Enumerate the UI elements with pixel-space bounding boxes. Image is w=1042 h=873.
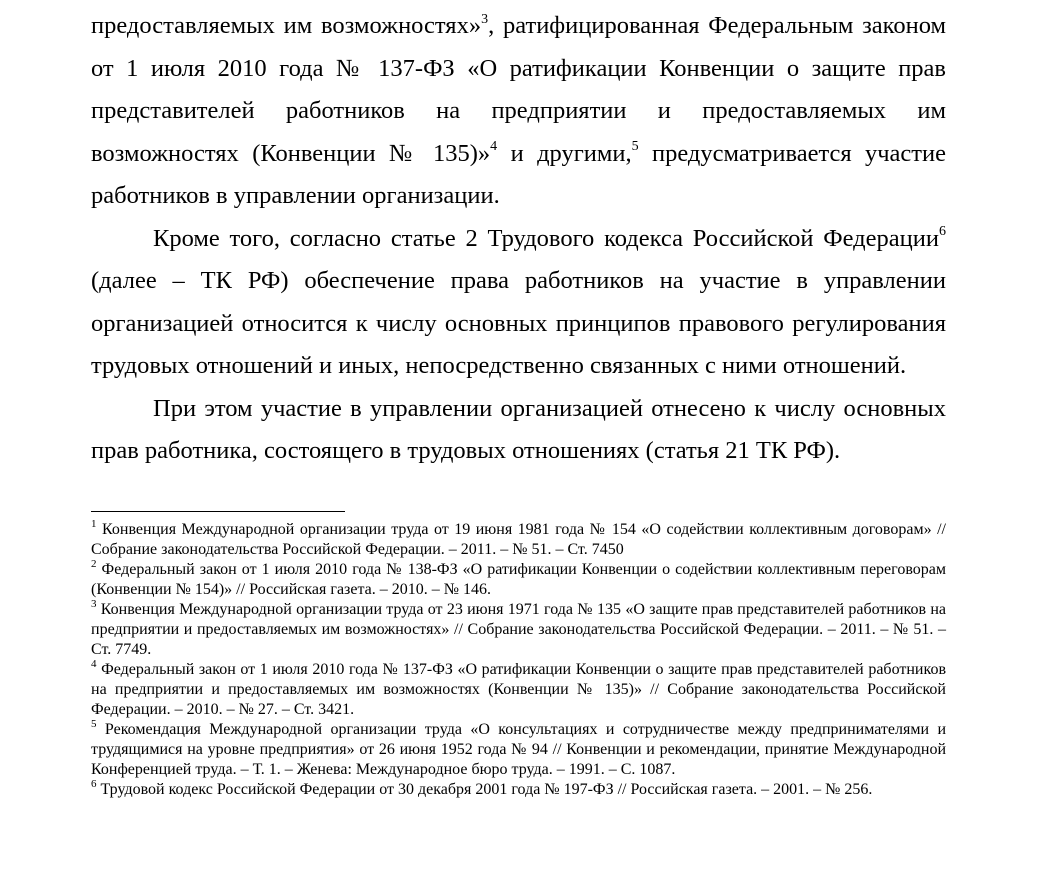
footnote-2 — [91, 560, 946, 600]
paragraph-3 — [91, 388, 946, 473]
footnote-1 — [91, 520, 946, 560]
footnote-5 — [91, 720, 946, 780]
footnote-number: 2 — [91, 558, 97, 571]
paragraph-2 — [91, 218, 946, 388]
paragraph-1 — [91, 5, 946, 218]
footnotes — [91, 520, 946, 800]
footnote-text: Федеральный закон от 1 июля 2010 года № 137-ФЗ «О ратификации Конвенции о защите прав представителей работников на предприятии и предоставляемых им возможностях (Конвенции № 135)» // Собрание законодательства Российской Федерации. – 2010. – № 27. – Ст. 3421. — [91, 660, 946, 718]
footnote-4 — [91, 660, 946, 720]
footnote-ref-6: 6 — [939, 224, 946, 240]
paragraph-1-text-a: предоставляемых им возможностях» — [91, 12, 482, 39]
footnote-text: Трудовой кодекс Российской Федерации от 30 декабря 2001 года № 197-ФЗ // Российская газета. – 2001. – № 256. — [96, 780, 873, 798]
footnote-separator — [91, 511, 345, 512]
document-page — [91, 0, 946, 800]
paragraph-2-text-b: (далее – ТК РФ) обеспечение права работников на участие в управлении организацией относится к числу основных принципов правового регулирования трудовых отношений и иных, непосредственно связанных с ними отношений. — [91, 267, 946, 379]
paragraph-1-text-b: , ратифицированная Федеральным законом от 1 июля 2010 года № 137-ФЗ «О ратификации Конвенции о защите прав представителей работников на предприятии и предоставляемых им возможностях (Конвенции № 135)» — [91, 12, 946, 167]
footnote-number: 6 — [91, 778, 97, 791]
footnote-text: Конвенция Международной организации труда от 23 июня 1971 года № 135 «О защите прав представителей работников на предприятии и предоставляемых им возможностях» // Собрание законодательства Российской Федерации. – 2011. – № 51. – Ст. 7749. — [91, 600, 946, 658]
footnote-number: 3 — [91, 598, 97, 611]
footnote-text: Конвенция Международной организации труда от 19 июня 1981 года № 154 «О содействии коллективным договорам» // Собрание законодательства Российской Федерации. – 2011. – № 51. – Ст. 7450 — [91, 520, 946, 558]
footnote-6 — [91, 780, 946, 800]
footnote-3 — [91, 600, 946, 660]
main-text — [91, 5, 946, 473]
paragraph-3-text: При этом участие в управлении организацией отнесено к числу основных прав работника, состоящего в трудовых отношениях (статья 21 ТК РФ). — [91, 394, 946, 464]
footnote-ref-4: 4 — [490, 139, 498, 155]
paragraph-1-text-c: и другими, — [497, 139, 632, 167]
footnote-ref-3: 3 — [481, 11, 489, 27]
footnote-number: 1 — [91, 518, 97, 531]
footnote-ref-5: 5 — [631, 139, 639, 155]
paragraph-1-text-d: предусматривается участие работников в управлении организации. — [91, 139, 946, 209]
footnote-text: Рекомендация Международной организации труда «О консультациях и сотрудничестве между предпринимателями и трудящимися на уровне предприятия» от 26 июня 1952 года № 94 // Конвенции и рекомендации, принятие Международной Конференцией труда. – Т. 1. – Женева: Международное бюро труда. – 1991. – С. 1087. — [91, 720, 946, 778]
footnote-number: 5 — [91, 718, 97, 731]
paragraph-2-text-a: Кроме того, согласно статье 2 Трудового кодекса Российской Федерации — [153, 224, 939, 252]
footnote-text: Федеральный закон от 1 июля 2010 года № 138-ФЗ «О ратификации Конвенции о содействии коллективным переговорам (Конвенции № 154)» // Российская газета. – 2010. – № 146. — [91, 560, 946, 598]
footnote-number: 4 — [91, 658, 97, 671]
